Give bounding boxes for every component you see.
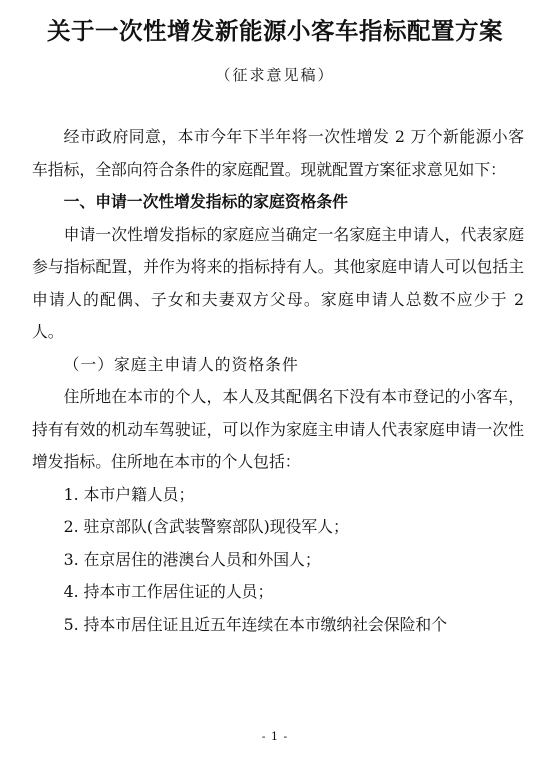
subsection-heading-1: （一）家庭主申请人的资格条件: [63, 354, 299, 374]
list-item: 5. 持本市居住证且近五年连续在本市缴纳社会保险和个: [63, 614, 448, 634]
subsection-1-paragraph: 住所地在本市的个人，本人及其配偶名下没有本市登记的小客车，持有有效的机动车驾驶证，可以作为家庭主申请人代表家庭申请一次性增发指标。住所地在本市的个人包括：: [32, 387, 524, 471]
intro-paragraph: 经市政府同意，本市今年下半年将一次性增发 2 万个新能源小客车指标，全部向符合条件的家庭配置。现就配置方案征求意见如下：: [32, 127, 524, 179]
section-1-paragraph: 申请一次性增发指标的家庭应当确定一名家庭主申请人，代表家庭参与指标配置，并作为将来的指标持有人。其他家庭申请人可以包括主申请人的配偶、子女和夫妻双方父母。家庭申请人总数不应少于 2 人。: [32, 224, 524, 341]
list-item: 3. 在京居住的港澳台人员和外国人；: [63, 549, 321, 569]
list-item: 2. 驻京部队(含武装警察部队)现役军人；: [63, 517, 349, 536]
section-heading-1: 一、申请一次性增发指标的家庭资格条件: [63, 192, 348, 211]
page-number: - 1 -: [261, 730, 289, 743]
list-item: 1. 本市户籍人员；: [63, 484, 195, 504]
list-item: 4. 持本市工作居住证的人员；: [63, 582, 274, 601]
document-subtitle: （征求意见稿）: [215, 66, 335, 84]
document-title: 关于一次性增发新能源小客车指标配置方案: [47, 17, 503, 45]
document-body: [32, 121, 524, 641]
